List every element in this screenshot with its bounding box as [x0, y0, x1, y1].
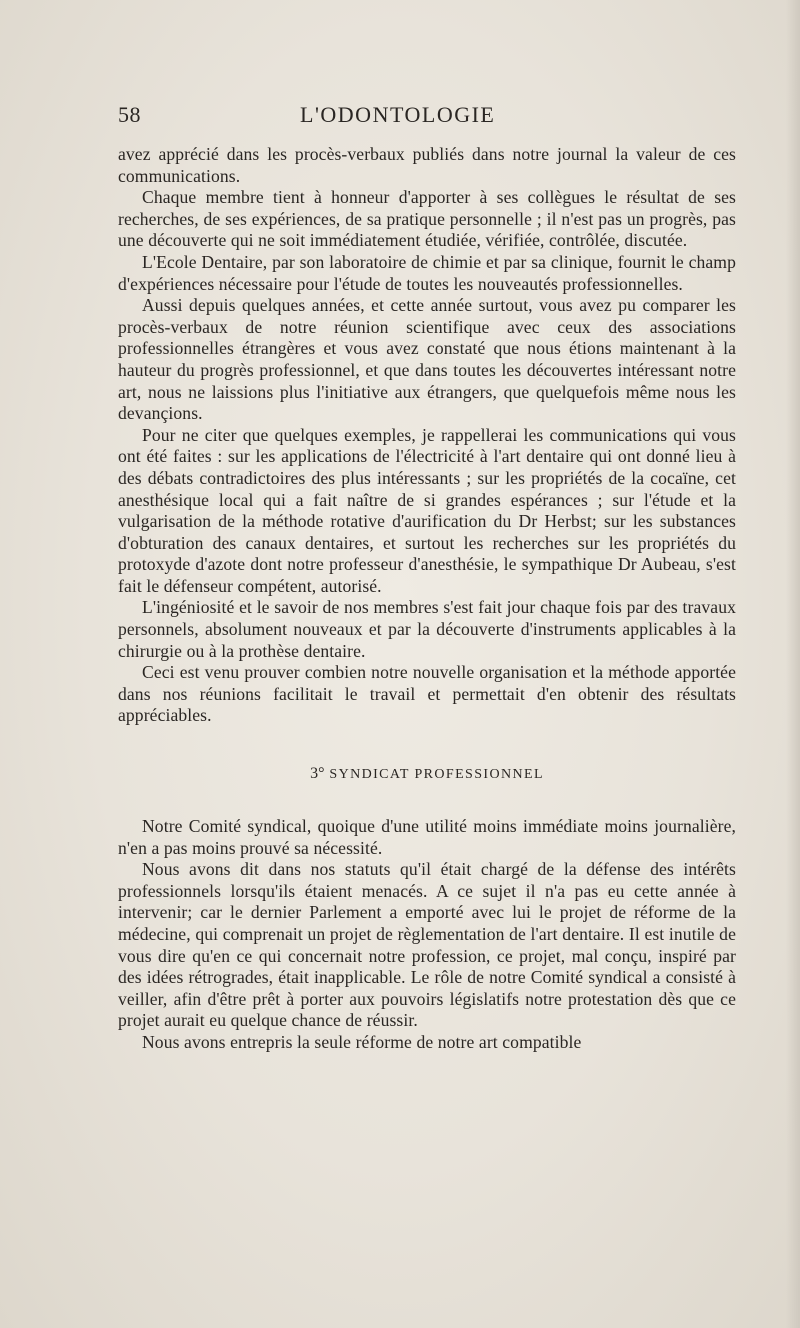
- body-text: [118, 144, 736, 1054]
- paragraph: Notre Comité syndical, quoique d'une utilité moins immédiate moins journalière, n'en a pas moins prouvé sa nécessité.: [118, 816, 736, 858]
- running-title: L'ODONTOLOGIE: [300, 102, 496, 127]
- section-heading: [118, 727, 736, 816]
- page-edge-shadow: [786, 0, 800, 1328]
- paragraph: Aussi depuis quelques années, et cette année surtout, vous avez pu comparer les procès-verbaux de notre réunion scientifique avec ceux des associations professionnelles étrangères et vous avez constaté que nous étions maintenant à la hauteur du progrès professionnel, et que dans toutes les découvertes intéressant notre art, nous ne laissions plus l'initiative aux étrangers, que quelquefois même nous les devançions.: [118, 295, 736, 424]
- page-number: 58: [118, 102, 141, 127]
- paragraph: Ceci est venu prouver combien notre nouvelle organisation et la méthode apportée dans nos réunions facilitait le travail et permettait d'en obtenir des résultats appréciables.: [118, 662, 736, 726]
- page-header: [118, 102, 736, 132]
- paragraph: avez apprécié dans les procès-verbaux publiés dans notre journal la valeur de ces communications.: [118, 144, 736, 186]
- paragraph: Nous avons entrepris la seule réforme de notre art compatible: [142, 1031, 582, 1052]
- paragraph: Pour ne citer que quelques exemples, je rappellerai les communications qui vous ont été faites : sur les applications de l'électricité à l'art dentaire qui ont donné lieu à des débats contradictoires des plus intéressants ; sur les propriétés de la cocaïne, cet anesthésique local qui a fait naître de si grandes espérances ; sur l'étude et la vulgarisation de la méthode rotative d'aurification du Dr Herbst; sur les substances d'obturation des canaux dentaires, et surtout les recherches sur les propriétés du protoxyde d'azote dont notre professeur d'anesthésie, le sympathique Dr Aubeau, s'est fait le défenseur compétent, autorisé.: [118, 424, 736, 596]
- paragraph: Nous avons dit dans nos statuts qu'il était chargé de la défense des intérêts professionnels lorsqu'ils étaient menacés. A ce sujet il n'a pas eu cette année à intervenir; car le dernier Parlement a emporté avec lui le projet de réforme de la médecine, qui comprenait un projet de règlementation de l'art dentaire. Il est inutile de vous dire qu'en ce qui concernait notre profession, ce projet, mal conçu, inspiré par des idées rétrogrades, était inapplicable. Le rôle de notre Comité syndical a consisté à veiller, afin d'être prêt à porter aux pouvoirs législatifs notre protestation dès que ce projet aurait eu quelque chance de réussir.: [118, 859, 736, 1031]
- section-number: 3°: [310, 765, 325, 783]
- paragraph: L'ingéniosité et le savoir de nos membres s'est fait jour chaque fois par des travaux personnels, absolument nouveaux et par la découverte d'instruments applicables à la chirurgie ou à la prothèse dentaire.: [118, 597, 736, 661]
- section-title: SYNDICAT PROFESSIONNEL: [329, 767, 544, 783]
- paragraph: Chaque membre tient à honneur d'apporter à ses collègues le résultat de ses recherches, de ses expériences, de sa pratique personnelle ; il n'est pas un progrès, pas une découverte qui ne soit immédiatement étudiée, vérifiée, contrôlée, discutée.: [118, 187, 736, 251]
- paragraph: L'Ecole Dentaire, par son laboratoire de chimie et par sa clinique, fournit le champ d'expériences nécessaire pour l'étude de toutes les nouveautés professionnelles.: [118, 251, 736, 294]
